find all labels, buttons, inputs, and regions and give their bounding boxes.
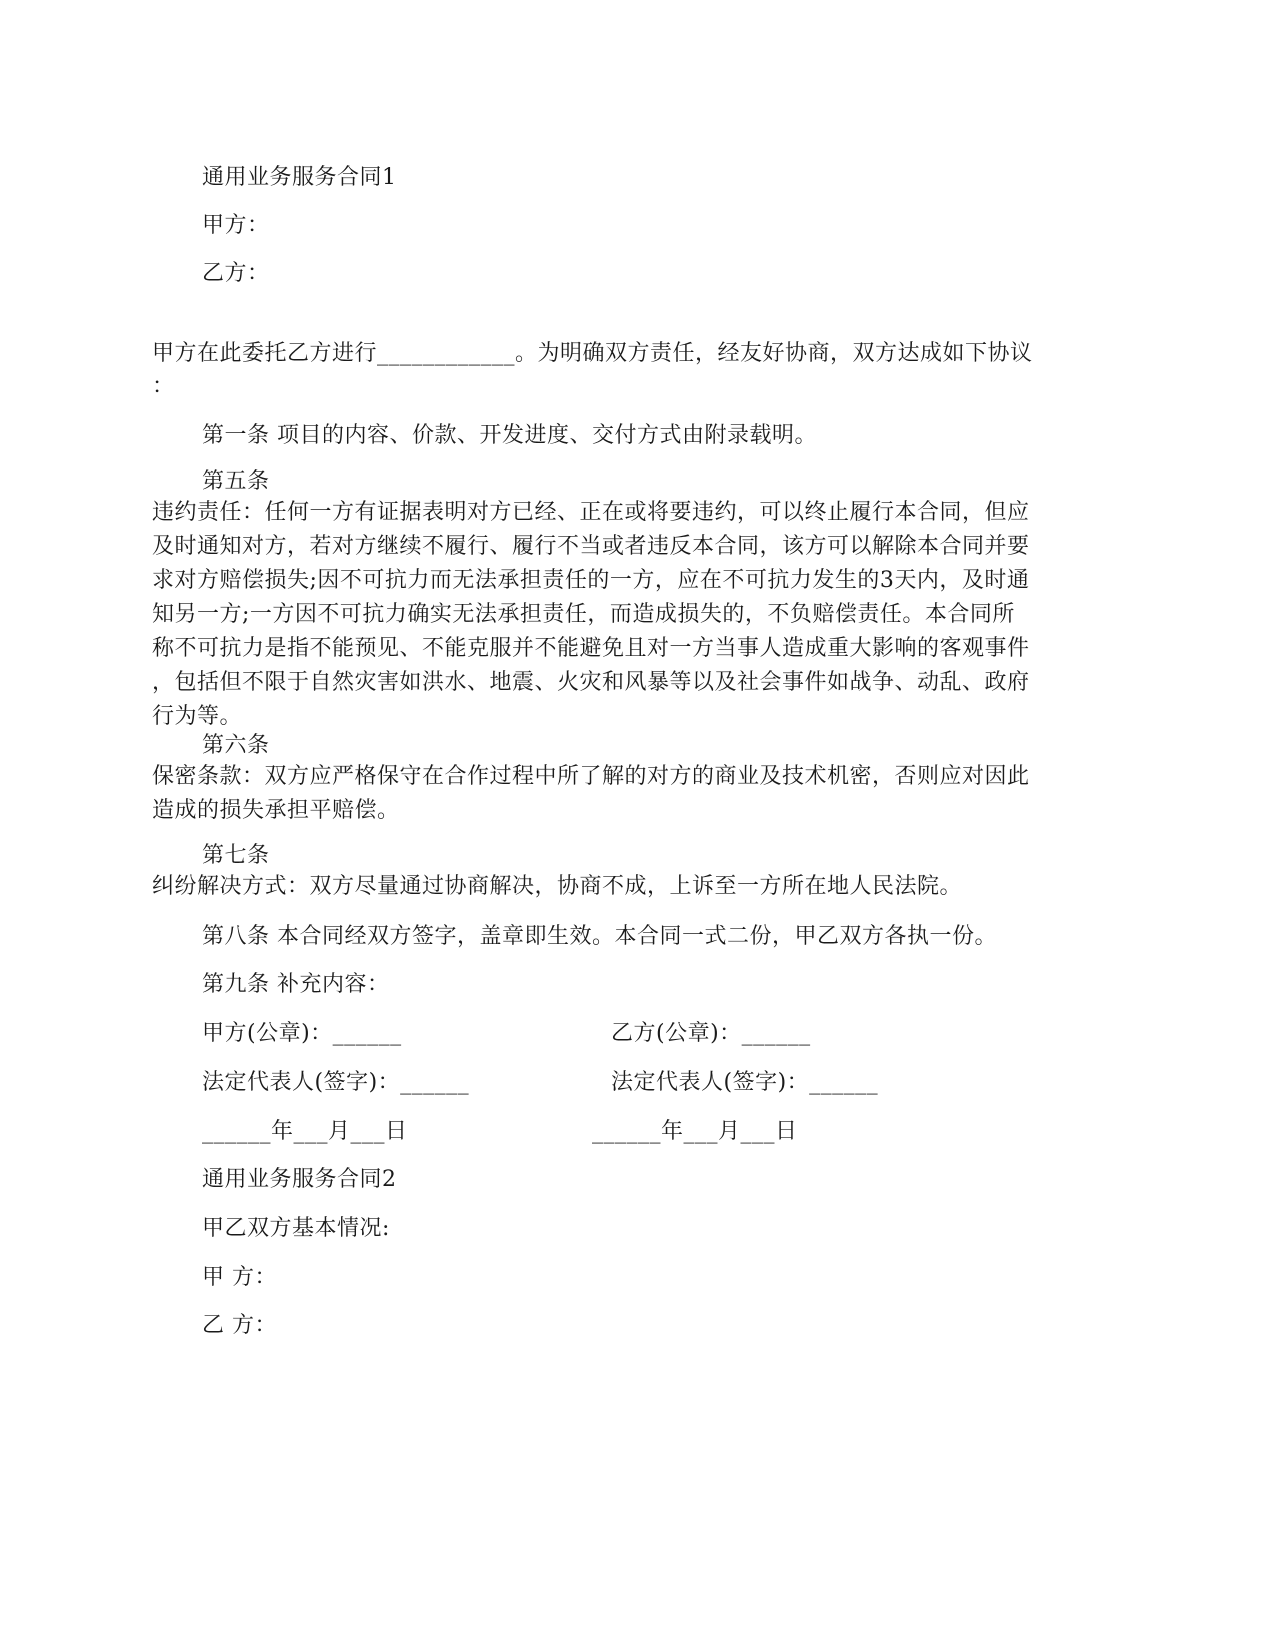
party-b-date: ______年___月___日 [592, 1119, 798, 1144]
article6-body [152, 760, 1130, 828]
article5-body [152, 496, 1130, 734]
article7-text: 纠纷解决方式：双方尽量通过协商解决，协商不成，上诉至一方所在地人民法院。 [152, 874, 963, 899]
contract1-intro-line1: 甲方在此委托乙方进行____________。为明确双方责任，经友好协商，双方达成如下协议 [152, 341, 1033, 366]
article5-line: ，包括但不限于自然灾害如洪水、地震、火灾和风暴等以及社会事件如战争、动乱、政府 [152, 670, 1030, 695]
article5-line: 求对方赔偿损失;因不可抗力而无法承担责任的一方，应在不可抗力发生的3天内，及时通 [152, 568, 1030, 593]
party-a-seal: 甲方(公章)：______ [202, 1021, 402, 1046]
contract2-basic-info: 甲乙双方基本情况: [202, 1216, 390, 1241]
article5-line: 知另一方;一方因不可抗力确实无法承担责任，而造成损失的，不负赔偿责任。本合同所 [152, 602, 1015, 627]
party-a-date: ______年___月___日 [202, 1119, 408, 1144]
article6-title: 第六条 [202, 733, 270, 758]
article5-line: 称不可抗力是指不能预见、不能克服并不能避免且对一方当事人造成重大影响的客观事件 [152, 636, 1030, 661]
article5-line: 行为等。 [152, 704, 243, 729]
contract1-party-a: 甲方： [202, 213, 270, 238]
party-b-seal: 乙方(公章)：______ [611, 1021, 811, 1046]
article6-line: 保密条款：双方应严格保守在合作过程中所了解的对方的商业及技术机密，否则应对因此 [152, 764, 1030, 789]
contract2-party-a: 甲 方： [202, 1265, 277, 1290]
party-a-representative: 法定代表人(签字)：______ [202, 1070, 470, 1095]
contract1-intro-line2: ： [152, 374, 175, 399]
article6-line: 造成的损失承担平赔偿。 [152, 798, 400, 823]
article9-text: 第九条 补充内容： [202, 972, 390, 997]
contract2-party-b: 乙 方： [202, 1313, 277, 1338]
contract2-title: 通用业务服务合同2 [202, 1167, 397, 1192]
party-b-representative: 法定代表人(签字)：______ [611, 1070, 879, 1095]
contract1-title: 通用业务服务合同1 [202, 165, 397, 190]
contract1-party-b: 乙方： [202, 261, 270, 286]
article1-text: 第一条 项目的内容、价款、开发进度、交付方式由附录载明。 [202, 423, 817, 448]
article7-title: 第七条 [202, 843, 270, 868]
article5-line: 违约责任：任何一方有证据表明对方已经、正在或将要违约，可以终止履行本合同，但应 [152, 500, 1030, 525]
article5-title: 第五条 [202, 469, 270, 494]
article5-line: 及时通知对方，若对方继续不履行、履行不当或者违反本合同，该方可以解除本合同并要 [152, 534, 1030, 559]
article8-text: 第八条 本合同经双方签字，盖章即生效。本合同一式二份，甲乙双方各执一份。 [202, 924, 997, 949]
